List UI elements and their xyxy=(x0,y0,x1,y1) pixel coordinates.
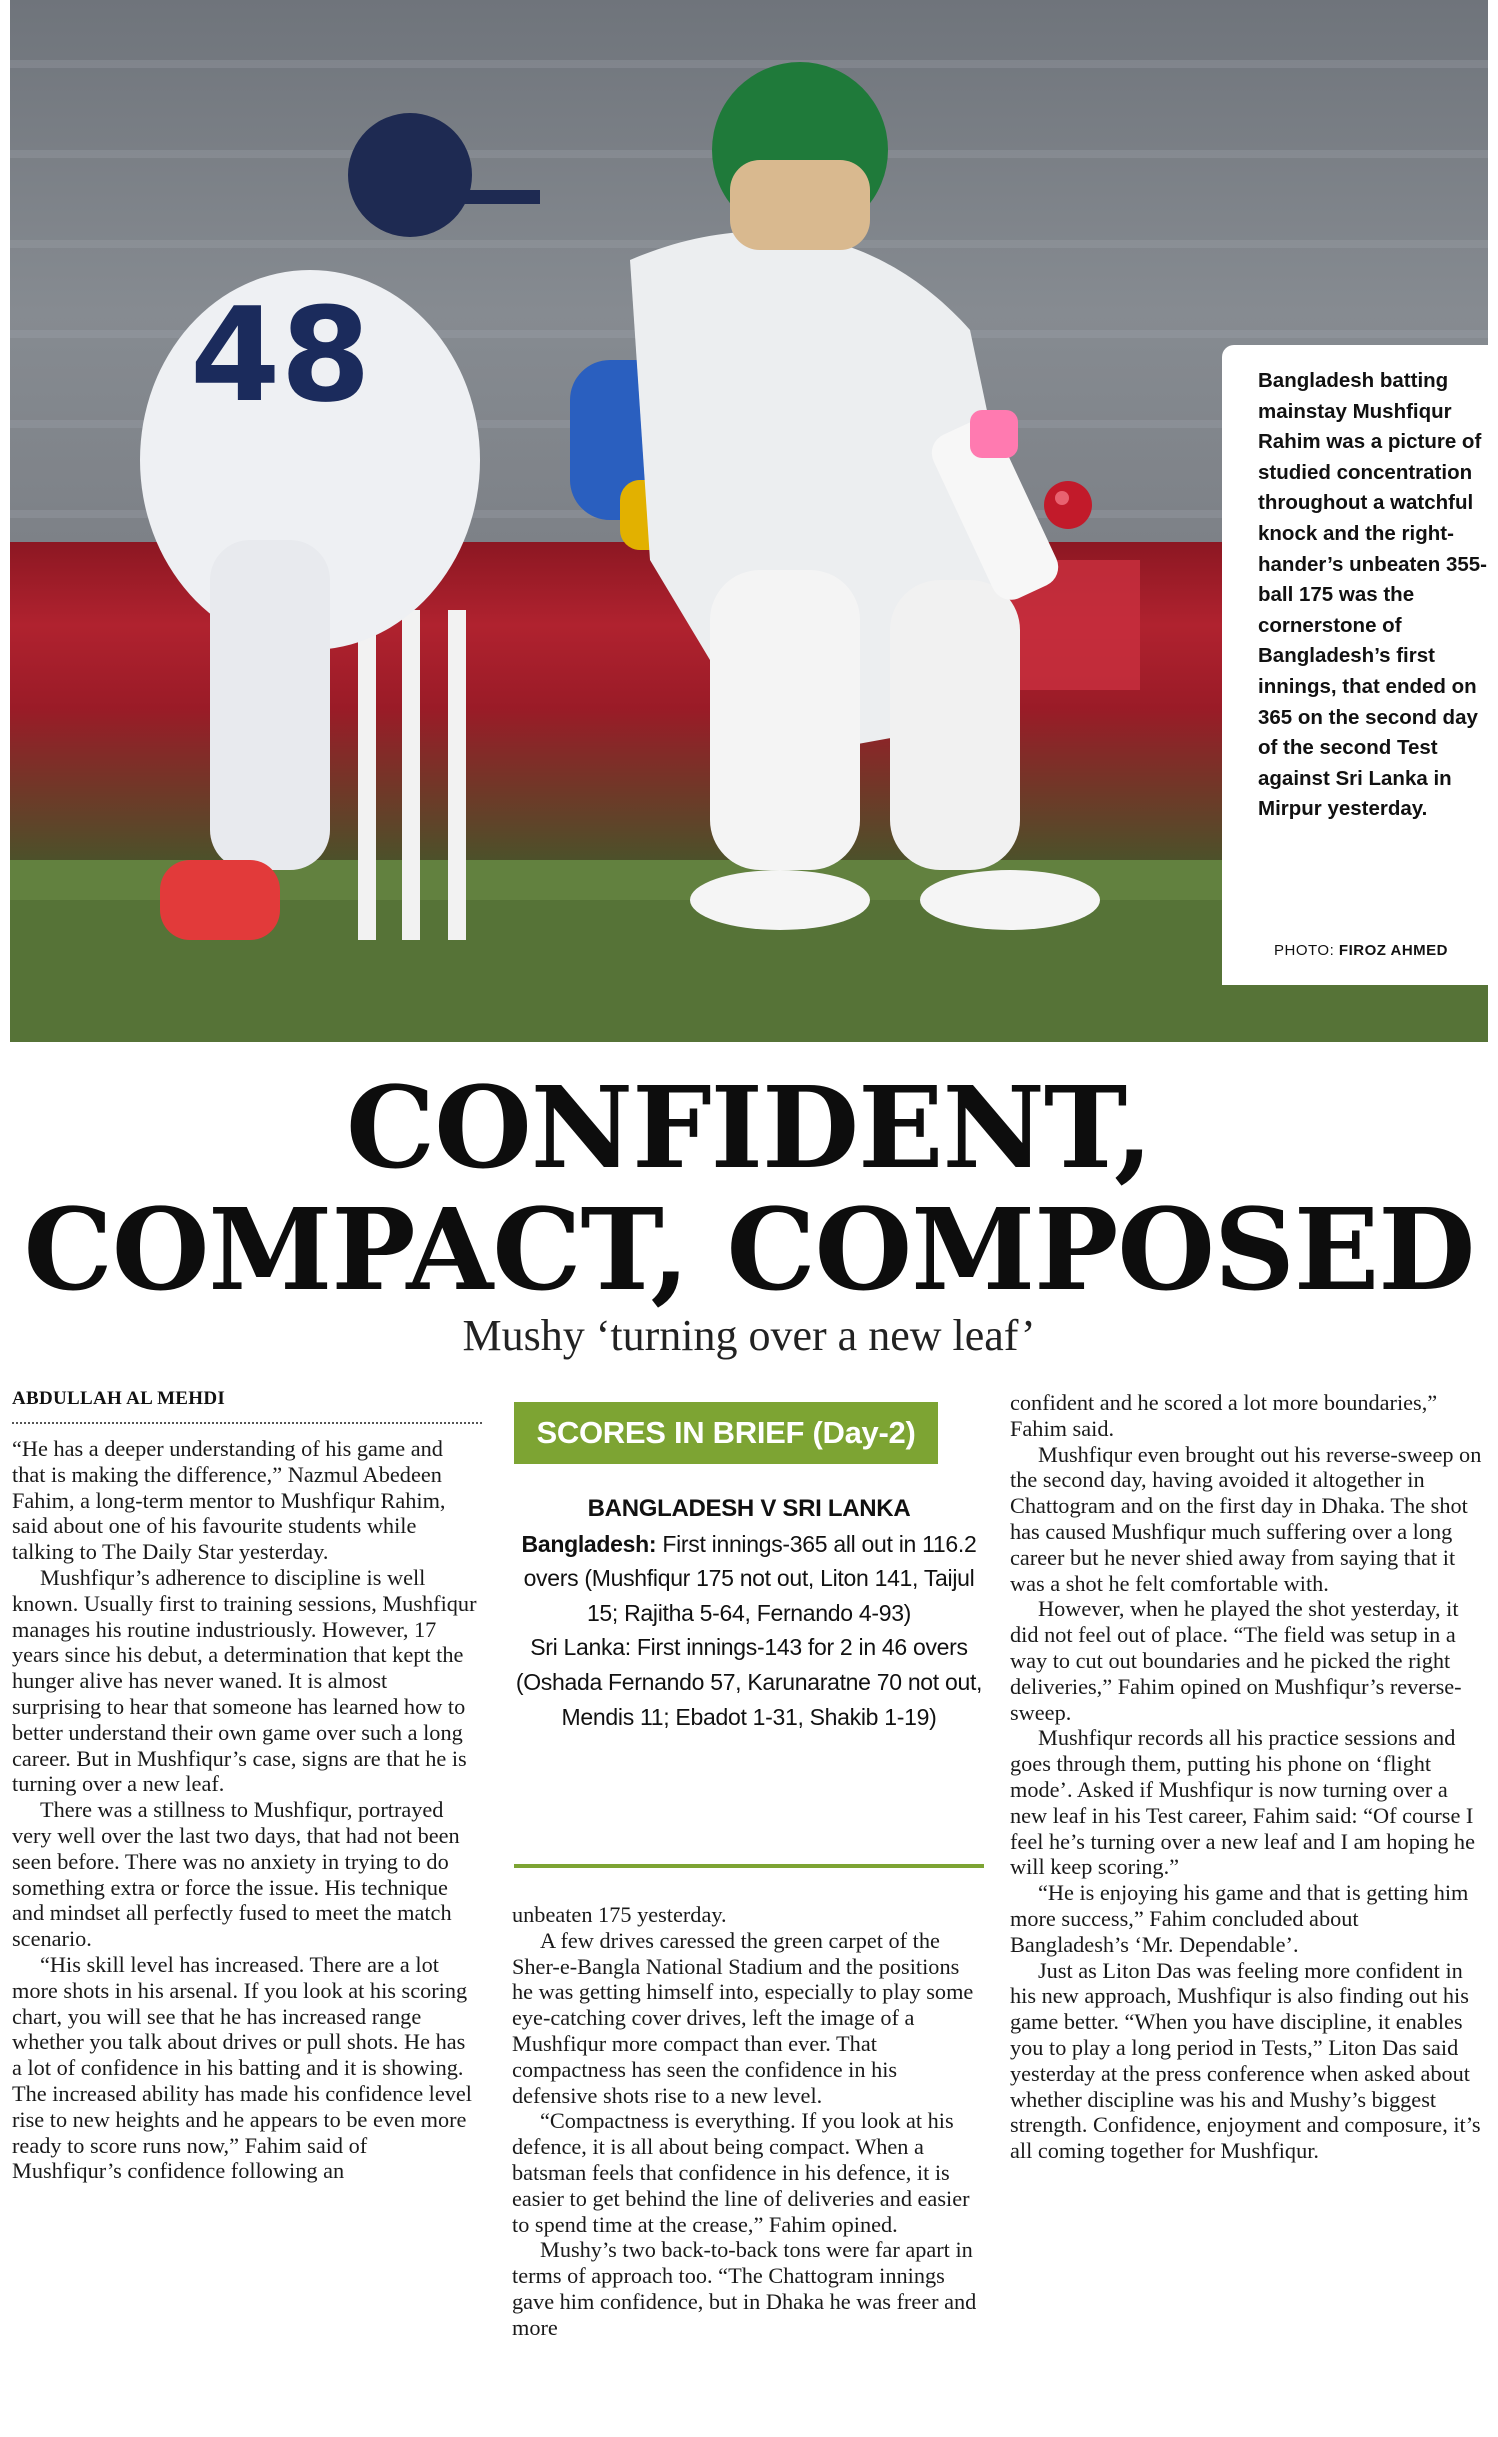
scores-match: BANGLADESH V SRI LANKA xyxy=(587,1495,911,1522)
paragraph: However, when he played the shot yesterday, it did not feel out of place. “The field was setup in a way to cut out boundaries and he picked the right deliveries,” Fahim opined on Mushfiqur’s reverse-sweep. xyxy=(1010,1596,1462,1725)
article-column-2 xyxy=(512,1902,984,2341)
photo-credit-label: PHOTO: xyxy=(1274,942,1335,959)
paragraph: unbeaten 175 yesterday. xyxy=(512,1902,727,1927)
photo-credit-name: FIROZ AHMED xyxy=(1338,942,1449,959)
photo-credit xyxy=(1274,942,1490,959)
paragraph: “He has a deeper understanding of his game and that is making the difference,” Nazmul Abedeen Fahim, a long-term mentor to Mushfiqur Rahim, said about one of his favourite students while talking to The Daily Star yesterday. xyxy=(12,1436,446,1565)
paragraph: Just as Liton Das was feeling more confident in his new approach, Mushfiqur is also finding out his game better. “When you have discipline, it enables you to play a long period in Tests,” Liton Das said yesterday at the press conference when asked about whether discipline was his and Mushy’s biggest strength. Confidence, enjoyment and composure, it’s all coming together for Mushfiqur. xyxy=(1010,1957,1481,2164)
byline: ABDULLAH AL MEHDI xyxy=(12,1388,226,1409)
photo-caption: Bangladesh batting mainstay Mushfiqur Rahim was a picture of studied concentration throughout a watchful knock and the right-hander’s unbeaten 355-ball 175 was the cornerstone of Bangladesh’s first innings, that ended on 365 on the second day of the second Test against Sri Lanka in Mirpur yesterday. xyxy=(1258,369,1487,821)
scores-bangladesh-text: First innings-365 all out in 116.2 overs (Mushfiqur 175 not out, Liton 141, Taijul 15; Rajitha 5-64, Fernando 4-93) xyxy=(523,1530,977,1626)
scores-bangladesh-label: Bangladesh: xyxy=(521,1530,657,1557)
byline-divider xyxy=(12,1422,482,1424)
scores-bottom-rule xyxy=(514,1864,984,1868)
paragraph: Mushy’s two back-to-back tons were far apart in terms of approach too. “The Chattogram innings gave him confidence, but in Dhaka he was freer and more xyxy=(512,2237,977,2340)
scores-in-brief-box xyxy=(514,1402,984,1870)
scores-sri-lanka: Sri Lanka: First innings-143 for 2 in 46 overs (Oshada Fernando 57, Karunaratne 70 not out, Mendis 11; Ebadot 1-31, Shakib 1-19) xyxy=(515,1634,983,1730)
headline-line-2: COMPACT, COMPOSED xyxy=(23,1185,1475,1316)
subheadline: Mushy ‘turning over a new leaf’ xyxy=(462,1311,1036,1360)
headline-line-1: CONFIDENT, xyxy=(346,1063,1152,1194)
article-column-1 xyxy=(12,1436,480,2184)
svg-text:48: 48 xyxy=(190,279,371,431)
headline xyxy=(0,1063,1498,1316)
scores-body xyxy=(514,1492,984,1734)
paragraph: Mushfiqur even brought out his reverse-sweep on the second day, having avoided it altogether in Chattogram and on the first day in Dhaka. The shot has caused Mushfiqur much suffering over a long career but he never shied away from saying that it was a shot he felt comfortable with. xyxy=(1010,1441,1482,1596)
paragraph: confident and he scored a lot more boundaries,” Fahim said. xyxy=(1010,1390,1438,1441)
scores-title: SCORES IN BRIEF (Day-2) xyxy=(514,1402,938,1464)
paragraph: “His skill level has increased. There are a lot more shots in his arsenal. If you look at his scoring chart, you will see that he has increased range whether you talk about drives or pull shots. He has a lot of confidence in his batting and it is showing. The increased ability has made his confidence level rise to new heights and he appears to be even more ready to score runs now,” Fahim said of Mushfiqur’s confidence following an xyxy=(12,1951,472,2184)
paragraph: Mushfiqur’s adherence to discipline is well known. Usually first to training sessions, Mushfiqur manages his routine industriously. However, 17 years since his debut, a determination that kept the hunger alive has never waned. It is almost surprising to hear that someone has learned how to better understand their own game over such a long career. But in Mushfiqur’s case, signs are that he is turning over a new leaf. xyxy=(12,1564,477,1797)
paragraph: A few drives caressed the green carpet of the Sher-e-Bangla National Stadium and the positions he was getting himself into, especially to play some eye-catching cover drives, left the image of a Mushfiqur more compact than ever. That compactness has seen the confidence in his defensive shots rise to a new level. xyxy=(512,1927,974,2108)
paragraph: Mushfiqur records all his practice sessions and goes through them, putting his phone on ‘flight mode’. Asked if Mushfiqur is now turning over a new leaf in his Test career, Fahim said: “Of course I feel he’s turning over a new leaf and I am hoping he will keep scoring.” xyxy=(1010,1725,1475,1880)
paragraph: “He is enjoying his game and that is getting him more success,” Fahim concluded about Bangladesh’s ‘Mr. Dependable’. xyxy=(1010,1880,1469,1957)
paragraph: There was a stillness to Mushfiqur, portrayed very well over the last two days, that had not been seen before. There was no anxiety in trying to do something extra or force the issue. His technique and mindset all perfectly fused to meet the match scenario. xyxy=(12,1797,460,1952)
article-column-3 xyxy=(1010,1390,1482,2164)
scores-bangladesh xyxy=(514,1527,984,1631)
paragraph: “Compactness is everything. If you look at his defence, it is all about being compact. When a batsman feels that confidence in his defence, it is easier to get behind the line of deliveries and easier to spend time at the crease,” Fahim opined. xyxy=(512,2108,970,2237)
